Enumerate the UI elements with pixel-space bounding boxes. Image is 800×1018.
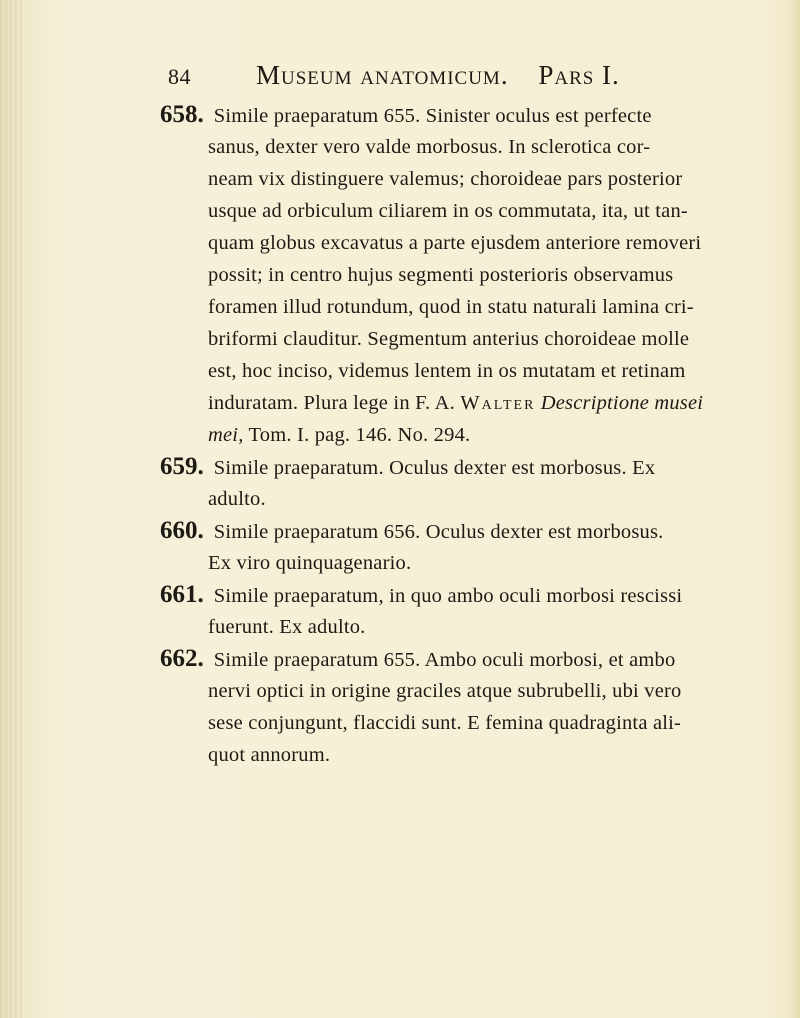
entry-662	[160, 643, 780, 771]
page-edge	[790, 0, 800, 1018]
citation: Tom. I. pag. 146. No. 294.	[248, 424, 471, 446]
entry-line: neam vix distinguere valemus; choroideae pars posterior	[208, 168, 683, 190]
entry-line: induratam. Plura lege in F. A.	[208, 392, 455, 414]
running-header	[168, 60, 678, 94]
entry-658	[160, 99, 780, 451]
entry-line: Simile praeparatum 655. Ambo oculi morbosi, et ambo	[213, 649, 676, 671]
entry-line: usque ad orbiculum ciliarem in os commutata, ita, ut tan-	[208, 200, 688, 222]
title-text: Museum anatomicum.	[256, 60, 509, 90]
catalogue-entries	[160, 99, 780, 771]
entry-line: fuerunt. Ex adulto.	[208, 616, 366, 638]
entry-line: nervi optici in origine graciles atque subrubelli, ubi vero	[208, 680, 682, 702]
page-number: 84	[168, 64, 191, 89]
entry-659	[160, 451, 780, 515]
entry-line: Simile praeparatum, in quo ambo oculi morbosi rescissi	[213, 585, 683, 607]
entry-number: 659.	[160, 453, 204, 480]
entry-line: sese conjungunt, flaccidi sunt. E femina quadraginta ali-	[208, 712, 682, 734]
entry-660	[160, 515, 780, 579]
binding-gutter	[0, 0, 22, 1018]
entry-number: 658.	[160, 101, 204, 128]
entry-line: Simile praeparatum 655. Sinister oculus est perfecte	[213, 105, 652, 127]
entry-number: 660.	[160, 517, 204, 544]
entry-line: sanus, dexter vero valde morbosus. In sclerotica cor-	[208, 136, 651, 158]
entry-line: quot annorum.	[208, 744, 331, 766]
entry-line: briformi clauditur. Segmentum anterius choroideae molle	[208, 328, 690, 350]
work-title: Descriptione musei	[540, 392, 704, 414]
author-name: Walter	[460, 392, 536, 414]
entry-number: 661.	[160, 581, 204, 608]
entry-line: quam globus excavatus a parte ejusdem anteriore removeri	[208, 232, 702, 254]
entry-line: foramen illud rotundum, quod in statu naturali lamina cri-	[208, 296, 694, 318]
entry-line: adulto.	[208, 488, 266, 510]
entry-number: 662.	[160, 645, 204, 672]
entry-line: est, hoc inciso, videmus lentem in os mutatam et retinam	[208, 360, 686, 382]
entry-line: Simile praeparatum. Oculus dexter est morbosus. Ex	[213, 457, 656, 479]
citation-line	[160, 419, 780, 451]
part-label: Pars I.	[538, 60, 620, 90]
work-title-cont: mei,	[208, 424, 244, 446]
entry-661	[160, 579, 780, 643]
entry-line: Ex viro quinquagenario.	[208, 552, 412, 574]
entry-line-with-citation	[160, 387, 780, 419]
running-title	[256, 60, 620, 91]
entry-line: possit; in centro hujus segmenti posterioris observamus	[208, 264, 674, 286]
entry-line: Simile praeparatum 656. Oculus dexter est morbosus.	[213, 521, 664, 543]
